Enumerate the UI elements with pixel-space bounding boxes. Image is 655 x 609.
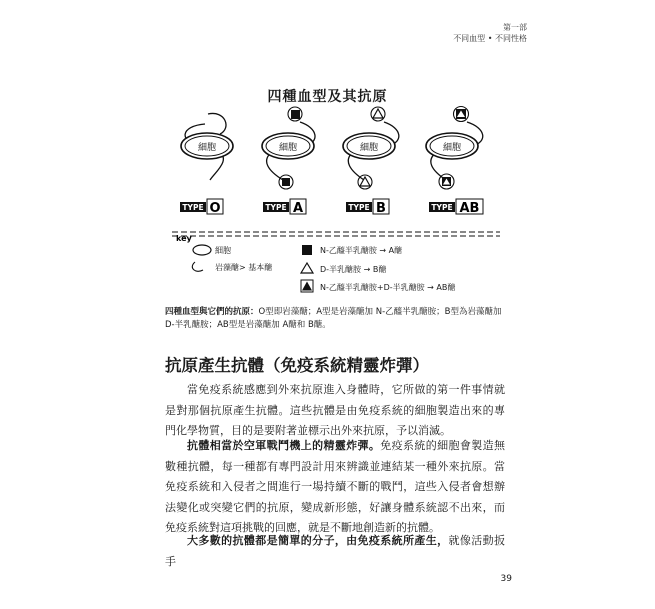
section-heading: 抗原產生抗體（免疫系統精靈炸彈） [165,356,429,375]
svg-text:O: O [209,201,221,216]
b-antigen-top [373,109,383,118]
legend-ab-text: N-乙醯半乳醣胺+D-半乳醣胺 → AB醣 [320,283,456,292]
legend-cell-text: 細胞 [215,246,231,255]
svg-text:TYPE: TYPE [431,203,453,212]
legend-cell-symbol [193,245,211,255]
legend-b-symbol [301,263,313,273]
svg-text:B: B [376,201,386,216]
paragraph-2-lead: 抗體相當於空軍戰鬥機上的精靈炸彈。 [187,439,381,452]
legend-base-symbol [192,262,203,271]
paragraph-2-body: 免疫系統的細胞會製造無數種抗體，每一種都有專門設計用來辨識並連結某一種外來抗原。當免疫系統和入侵者之間進行一場持續不斷的戰鬥，這些入侵者會想辦法變化或突變它們的抗原，變成新形態，好讓身體系統認不出來，而免疫系統對這項挑戰的回應，就是不斷地創造新的抗體。 [165,439,505,534]
paragraph-1: 當免疫系統感應到外來抗原進入身體時，它所做的第一件事情就是對那個抗原產生抗體。這些抗體是由免疫系統的細胞製造出來的專門化學物質，目的是要附著並標示出外來抗原，予以消滅。 [165,383,505,437]
caption-text: O型即岩藻醣；A型是岩藻醣加 N-乙醯半乳醣胺；B型為岩藻醣加 D-半乳醣胺；AB型是岩藻醣加 A醣和 B醣。 [165,307,502,330]
svg-text:TYPE: TYPE [265,203,287,212]
a-antigen-top [291,110,300,119]
type-b-column [343,107,399,189]
type-label-o [180,199,223,216]
paragraph-3-lead: 大多數的抗體都是簡單的分子，由免疫系統所產生， [187,534,449,547]
type-label-b [346,199,389,216]
type-ab-column [426,107,483,190]
a-antigen-bottom [282,178,290,186]
svg-text:TYPE: TYPE [348,203,370,212]
type-a-column [262,107,315,189]
type-label-ab [429,199,483,216]
svg-text:A: A [292,201,304,216]
caption-lead: 四種血型與它們的抗原： [165,307,259,317]
key-label: key [176,234,192,243]
type-label-a [263,199,306,216]
figure-caption [165,306,505,332]
cell-label-a: 細胞 [278,143,298,153]
svg-text:TYPE: TYPE [182,203,204,212]
cell-label-b: 細胞 [359,143,379,153]
paragraph-2 [165,436,505,539]
figure-title: 四種血型及其抗原 [267,89,388,105]
type-o-column [181,113,233,180]
legend-b-text: D-半乳醣胺 → B醣 [320,265,387,274]
cell-label-ab: 細胞 [442,143,462,153]
page-number: 39 [500,574,512,584]
paragraph-3-body: 就像活動扳手 [165,534,506,568]
svg-text:AB: AB [459,201,480,216]
paragraph-3 [165,531,505,572]
cell-label-o: 細胞 [197,143,217,153]
legend-a-symbol [302,245,312,255]
legend-base-text: 岩藻醣> 基本醣 [215,263,273,272]
running-header-part: 第一部 [503,23,527,32]
running-header-subtitle: 不同血型 • 不同性格 [453,34,527,43]
legend-a-text: N-乙醯半乳醣胺 → A醣 [320,246,403,255]
